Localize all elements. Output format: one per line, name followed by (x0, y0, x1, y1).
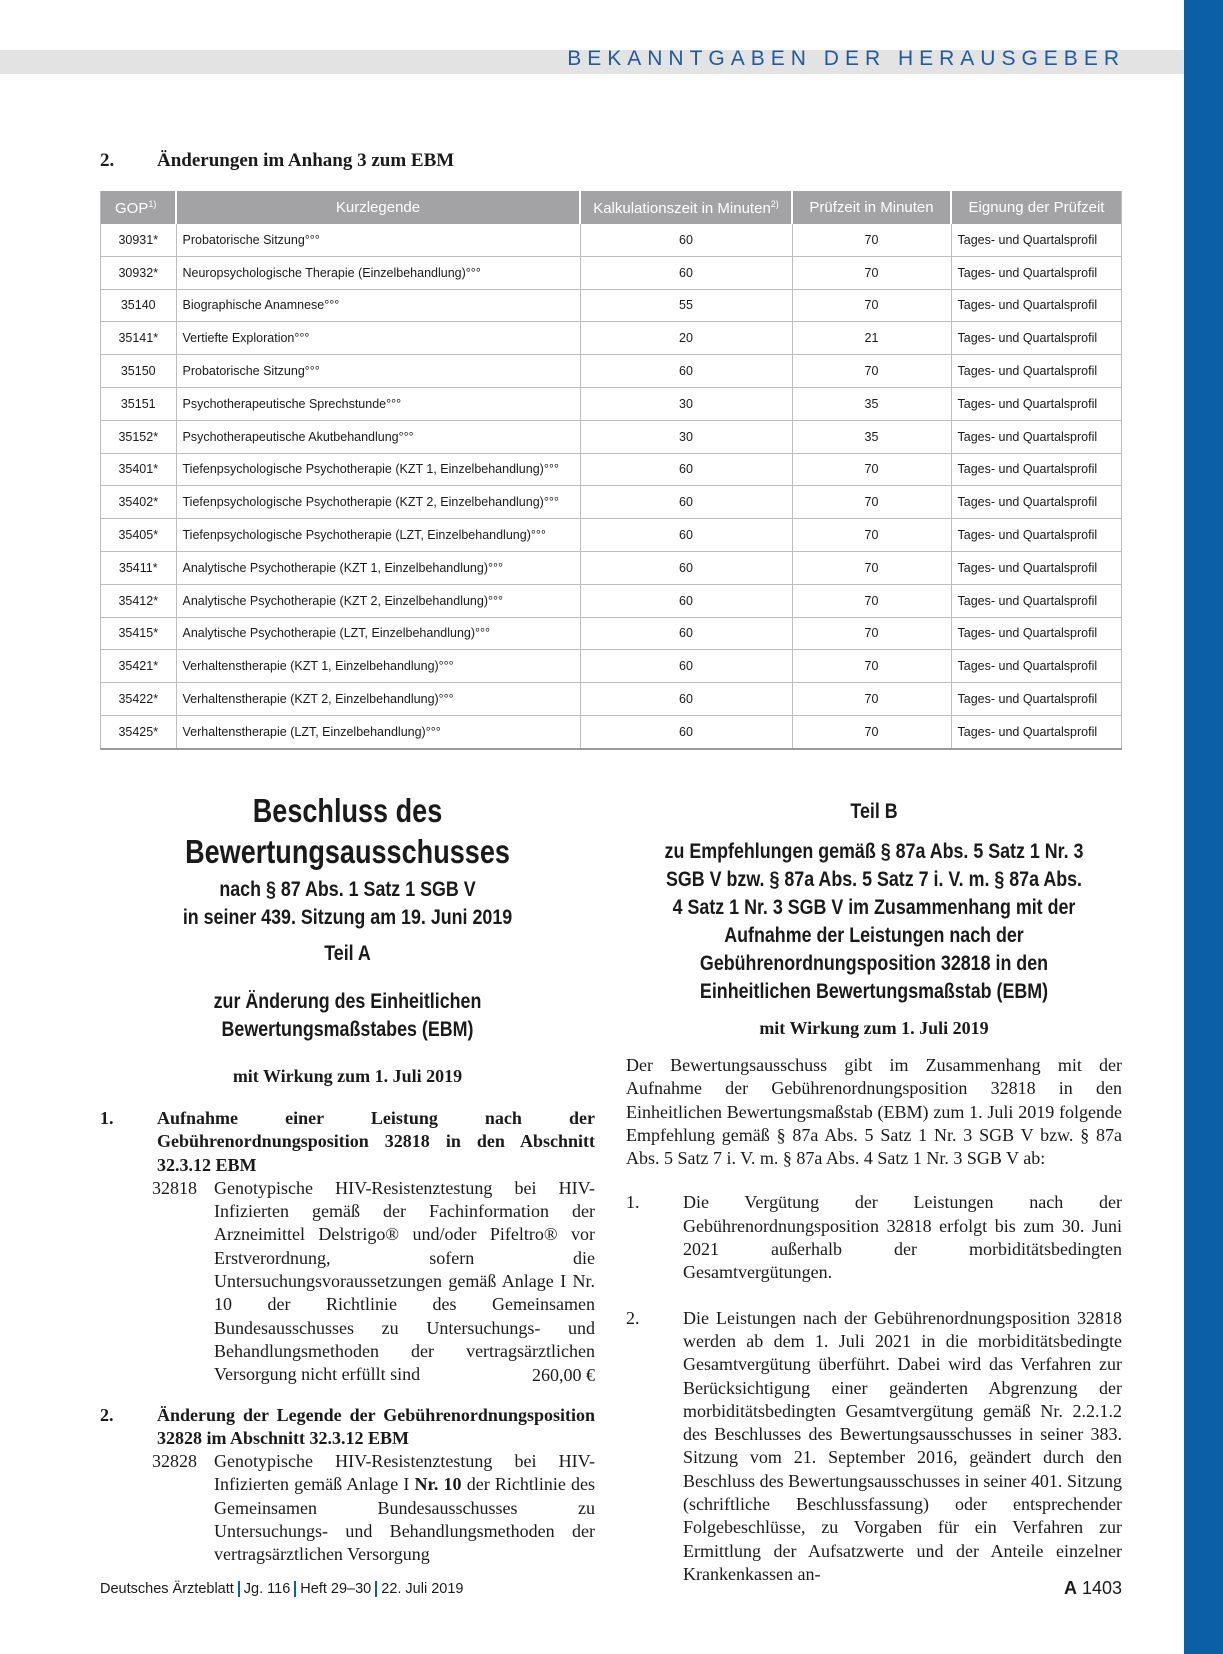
cell-pruef: 21 (792, 322, 951, 355)
cell-kalk: 60 (580, 584, 792, 617)
beschluss-subtitle: nach § 87 Abs. 1 Satz 1 SGB V in seiner 439. Sitzung am 19. Juni 2019 (182, 878, 513, 929)
cell-legend: Psychotherapeutische Akutbehandlung°°° (176, 420, 580, 453)
gop-32818-amount: 260,00 € (532, 1364, 595, 1385)
cell-eignung: Tages- und Quartalsprofil (951, 617, 1122, 650)
cell-kalk: 60 (580, 453, 792, 486)
table-row (101, 715, 1122, 748)
cell-legend: Psychotherapeutische Sprechstunde°°° (176, 387, 580, 420)
table-row (101, 322, 1122, 355)
item-2-title: Änderung der Legende der Gebührenordnungsposition 32828 im Abschnitt 32.3.12 EBM (157, 1404, 595, 1448)
table-row (101, 650, 1122, 683)
cell-pruef: 70 (792, 256, 951, 289)
cell-legend: Neuropsychologische Therapie (Einzelbehandlung)°°° (176, 256, 580, 289)
section-title: Änderungen im Anhang 3 zum EBM (157, 150, 455, 171)
cell-kalk: 60 (580, 617, 792, 650)
cell-kalk: 60 (580, 715, 792, 748)
cell-eignung: Tages- und Quartalsprofil (951, 289, 1122, 322)
cell-legend: Tiefenpsychologische Psychotherapie (LZT, Einzelbehandlung)°°° (176, 519, 580, 552)
cell-eignung: Tages- und Quartalsprofil (951, 715, 1122, 748)
col-header-legend: Kurzlegende (176, 191, 580, 224)
teil-a-description: zur Änderung des Einheitlichen Bewertungsmaßstabes (EBM) (213, 990, 482, 1041)
cell-gop: 35415* (101, 617, 177, 650)
cell-kalk: 60 (580, 355, 792, 388)
gop-32818-text: Genotypische HIV-Resistenztestung bei HIV-Infizierten gemäß der Fachinformation der Arzneimittel Delstrigo® und/oder Pifeltro® vor Erstverordnung, sofern die Untersuchungsvoraussetzungen gemäß Anlage I Nr. 10 der Richtlinie des Gemeinsamen Bundesausschusses zu Untersuchungs- und Behandlungsmethoden der vertragsärztlichen Versorgung nicht erfüllt sind (214, 1177, 595, 1385)
cell-gop: 35425* (101, 715, 177, 748)
cell-eignung: Tages- und Quartalsprofil (951, 224, 1122, 256)
left-column (100, 790, 595, 1567)
cell-eignung: Tages- und Quartalsprofil (951, 322, 1122, 355)
cell-pruef: 70 (792, 519, 951, 552)
page-number: A 1403 (1063, 1578, 1122, 1598)
table-row (101, 420, 1122, 453)
cell-legend: Analytische Psychotherapie (KZT 2, Einzelbehandlung)°°° (176, 584, 580, 617)
table-header-row (101, 191, 1122, 224)
cell-legend: Probatorische Sitzung°°° (176, 355, 580, 388)
cell-gop: 35401* (101, 453, 177, 486)
table-row (101, 355, 1122, 388)
cell-legend: Biographische Anamnese°°° (176, 289, 580, 322)
cell-kalk: 30 (580, 420, 792, 453)
cell-pruef: 35 (792, 420, 951, 453)
col-header-gop: GOP$^{1)}$ (101, 191, 177, 224)
cell-pruef: 70 (792, 683, 951, 716)
cell-legend: Probatorische Sitzung°°° (176, 224, 580, 256)
teil-b-intro: Der Bewertungsausschuss gibt im Zusammenhang mit der Aufnahme der Gebührenordnungsposition 32818 in den Einheitlichen Bewertungsmaßstab (EBM) zum 1. Juli 2019 folgende Empfehlung gemäß § 87a Abs. 5 Satz 1 Nr. 3 SGB V bzw. § 87a Abs. 5 Satz 7 i. V. m. § 87a Abs. 4 Satz 1 Nr. 3 SGB V ab: (626, 1055, 1122, 1169)
teil-b-item-2: 2. Die Leistungen nach der Gebührenordnungsposition 32818 werden ab dem 1. Juli 2021 in die morbiditätsbedingte Gesamtvergütung überführt. Dabei wird das Verfahren zur Berücksichtigung einer geänderten Abgrenzung der morbiditätsbedingten Gesamtvergütung gemäß Nr. 2.2.1.2 des Beschlusses des Bewertungsausschusses in seiner 383. Sitzung vom 21. September 2016, geändert durch den Beschluss des Bewertungsausschusses in seiner 401. Sitzung (schriftliche Beschlussfassung) oder entsprechender Folgebeschlüsse, zu Vorgaben für ein Verfahren zur Ermittlung der Aufsatzwerte und der Anteile einzelner Krankenkassen an- (626, 1307, 1122, 1584)
table-row (101, 224, 1122, 256)
cell-gop: 35412* (101, 584, 177, 617)
table-row (101, 551, 1122, 584)
cell-pruef: 70 (792, 355, 951, 388)
cell-legend: Tiefenpsychologische Psychotherapie (KZT 2, Einzelbehandlung)°°° (176, 486, 580, 519)
cell-kalk: 60 (580, 224, 792, 256)
section-header: BEKANNTGABEN DER HERAUSGEBER (567, 47, 1125, 70)
ebm-table (100, 191, 1122, 750)
section-heading (100, 150, 454, 172)
table-row (101, 584, 1122, 617)
cell-eignung: Tages- und Quartalsprofil (951, 551, 1122, 584)
cell-eignung: Tages- und Quartalsprofil (951, 519, 1122, 552)
table-row (101, 486, 1122, 519)
cell-eignung: Tages- und Quartalsprofil (951, 387, 1122, 420)
cell-pruef: 70 (792, 551, 951, 584)
table-row (101, 617, 1122, 650)
cell-legend: Verhaltenstherapie (KZT 2, Einzelbehandlung)°°° (176, 683, 580, 716)
table-row (101, 683, 1122, 716)
footer-citation (100, 1581, 463, 1597)
cell-pruef: 70 (792, 486, 951, 519)
right-column (626, 798, 1122, 1586)
cell-gop: 35151 (101, 387, 177, 420)
cell-legend: Verhaltenstherapie (KZT 1, Einzelbehandlung)°°° (176, 650, 580, 683)
cell-gop: 35405* (101, 519, 177, 552)
teil-a-item-2: 2. Änderung der Legende der Gebührenordnungsposition 32828 im Abschnitt 32.3.12 EBM (100, 1404, 595, 1451)
cell-kalk: 20 (580, 322, 792, 355)
table-row (101, 453, 1122, 486)
teil-b-item-1: 1. Die Vergütung der Leistungen nach der Gebührenordnungsposition 32818 erfolgt bis zum 30. Juni 2021 außerhalb der morbiditätsbedingten Gesamtvergütungen. (626, 1192, 1122, 1283)
cell-gop: 30932* (101, 256, 177, 289)
cell-legend: Analytische Psychotherapie (LZT, Einzelbehandlung)°°° (176, 617, 580, 650)
cell-kalk: 60 (580, 519, 792, 552)
col-header-kalk: Kalkulationszeit in Minuten$^{2)}$ (580, 191, 792, 224)
cell-gop: 35402* (101, 486, 177, 519)
teil-b-effective-date: mit Wirkung zum 1. Juli 2019 (759, 1018, 989, 1038)
cell-eignung: Tages- und Quartalsprofil (951, 683, 1122, 716)
side-color-bar (1184, 0, 1223, 1654)
footer-journal: Deutsches Ärzteblatt (100, 1581, 234, 1597)
cell-kalk: 60 (580, 551, 792, 584)
teil-a-label: Teil A (324, 942, 371, 965)
col-header-pruef: Prüfzeit in Minuten (792, 191, 951, 224)
gop-32828-text: Genotypische HIV-Resistenztestung bei HIV-Infizierten gemäß Anlage I Nr. 10 der Richtlinie des Gemeinsamen Bundesausschusses zu Untersuchungs- und Behandlungsmethoden der vertragsärztlichen Versorgung (214, 1451, 595, 1565)
table-row (101, 289, 1122, 322)
cell-legend: Vertiefte Exploration°°° (176, 322, 580, 355)
cell-kalk: 60 (580, 256, 792, 289)
cell-eignung: Tages- und Quartalsprofil (951, 453, 1122, 486)
teil-b-label: Teil B (850, 800, 898, 823)
cell-pruef: 70 (792, 224, 951, 256)
cell-eignung: Tages- und Quartalsprofil (951, 486, 1122, 519)
table-row (101, 256, 1122, 289)
cell-pruef: 70 (792, 584, 951, 617)
cell-eignung: Tages- und Quartalsprofil (951, 355, 1122, 388)
cell-eignung: Tages- und Quartalsprofil (951, 650, 1122, 683)
cell-kalk: 60 (580, 650, 792, 683)
cell-pruef: 70 (792, 650, 951, 683)
cell-gop: 35422* (101, 683, 177, 716)
beschluss-title: Beschluss des Bewertungsausschusses (185, 792, 510, 870)
cell-kalk: 60 (580, 486, 792, 519)
cell-legend: Analytische Psychotherapie (KZT 1, Einzelbehandlung)°°° (176, 551, 580, 584)
cell-gop: 35140 (101, 289, 177, 322)
cell-gop: 35421* (101, 650, 177, 683)
gop-32828-entry: 32828 Genotypische HIV-Resistenztestung bei HIV-Infizierten gemäß Anlage I Nr. 10 der Richtlinie des Gemeinsamen Bundesausschusses zu Untersuchungs- und Behandlungsmethoden der vertragsärztlichen Versorgung (152, 1450, 595, 1566)
footer-issue: Heft 29–30 (300, 1581, 372, 1597)
cell-gop: 35150 (101, 355, 177, 388)
cell-legend: Verhaltenstherapie (LZT, Einzelbehandlung)°°° (176, 715, 580, 748)
cell-eignung: Tages- und Quartalsprofil (951, 420, 1122, 453)
cell-eignung: Tages- und Quartalsprofil (951, 256, 1122, 289)
section-number: 2. (100, 150, 115, 171)
cell-pruef: 70 (792, 453, 951, 486)
cell-eignung: Tages- und Quartalsprofil (951, 584, 1122, 617)
cell-pruef: 70 (792, 617, 951, 650)
cell-kalk: 60 (580, 683, 792, 716)
col-header-eignung: Eignung der Prüfzeit (951, 191, 1122, 224)
cell-legend: Tiefenpsychologische Psychotherapie (KZT 1, Einzelbehandlung)°°° (176, 453, 580, 486)
item-1-title: Aufnahme einer Leistung nach der Gebührenordnungsposition 32818 in den Abschnitt 32.3.12 EBM (157, 1108, 595, 1175)
cell-pruef: 70 (792, 289, 951, 322)
cell-kalk: 55 (580, 289, 792, 322)
teil-b-title: zu Empfehlungen gemäß § 87a Abs. 5 Satz 1 Nr. 3 SGB V bzw. § 87a Abs. 5 Satz 7 i. V. m. § 87a Abs. 4 Satz 1 Nr. 3 SGB V im Zusammenhang mit der Aufnahme der Leistungen nach der Gebührenordnungsposition 32818 in den Einheitlichen Bewertungsmaßstab (EBM) (664, 840, 1084, 1003)
table-row (101, 519, 1122, 552)
cell-gop: 35141* (101, 322, 177, 355)
footer-volume: Jg. 116 (243, 1581, 291, 1597)
cell-gop: 35411* (101, 551, 177, 584)
teil-a-effective-date: mit Wirkung zum 1. Juli 2019 (232, 1066, 463, 1086)
teil-a-item-1: 1. Aufnahme einer Leistung nach der Gebührenordnungsposition 32818 in den Abschnitt 32.3.12 EBM (100, 1107, 595, 1177)
footer-date: 22. Juli 2019 (381, 1581, 464, 1597)
gop-32818-entry: 32818 Genotypische HIV-Resistenztestung bei HIV-Infizierten gemäß der Fachinformation der Arzneimittel Delstrigo® und/oder Pifeltro® vor Erstverordnung, sofern die Untersuchungsvoraussetzungen gemäß Anlage I Nr. 10 der Richtlinie des Gemeinsamen Bundesausschusses zu Untersuchungs- und Behandlungsmethoden der vertragsärztlichen Versorgung nicht erfüllt sind (152, 1177, 595, 1387)
cell-gop: 30931* (101, 224, 177, 256)
cell-kalk: 30 (580, 387, 792, 420)
cell-gop: 35152* (101, 420, 177, 453)
cell-pruef: 35 (792, 387, 951, 420)
table-row (101, 387, 1122, 420)
cell-pruef: 70 (792, 715, 951, 748)
